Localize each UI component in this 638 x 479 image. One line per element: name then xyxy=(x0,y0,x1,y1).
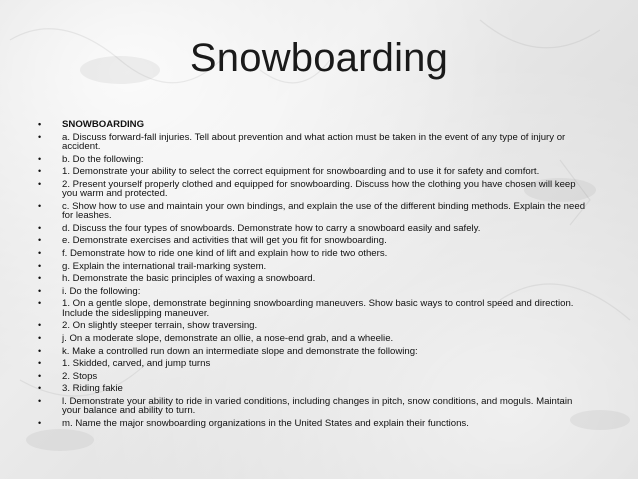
list-item xyxy=(38,347,593,356)
list-item-text: l. Demonstrate your ability to ride in varied conditions, including changes in pitch, snow conditions, and moguls. Maintain your balance and ability to turn. xyxy=(62,395,573,417)
bullet-icon: • xyxy=(38,222,42,233)
list-item xyxy=(38,180,593,199)
list-item xyxy=(38,372,593,381)
list-item xyxy=(38,155,593,164)
list-item-text: h. Demonstrate the basic principles of waxing a snowboard. xyxy=(62,273,316,285)
bullet-icon: • xyxy=(38,153,42,164)
bullet-icon: • xyxy=(38,332,42,343)
bullet-icon: • xyxy=(38,285,42,296)
bullet-icon: • xyxy=(38,235,42,246)
list-item-text: 2. Stops xyxy=(62,370,98,382)
list-item-text: 1. On a gentle slope, demonstrate beginning snowboarding maneuvers. Show basic ways to control speed and direction. Include the sideslipping maneuver. xyxy=(62,298,574,319)
list-item-text: k. Make a controlled run down an intermediate slope and demonstrate the following: xyxy=(62,345,418,357)
list-item-text: b. Do the following: xyxy=(62,153,144,165)
list-item-text: m. Name the major snowboarding organizations in the United States and explain their functions. xyxy=(62,417,469,429)
list-item-text: 1. Skidded, carved, and jump turns xyxy=(62,358,211,370)
list-item-text: j. On a moderate slope, demonstrate an ollie, a nose-end grab, and a wheelie. xyxy=(62,332,394,344)
bullet-icon: • xyxy=(38,131,42,142)
list-item-text: d. Discuss the four types of snowboards. Demonstrate how to carry a snowboard easily and safely. xyxy=(62,222,481,234)
list-item xyxy=(38,359,593,368)
list-item-text: 3. Riding fakie xyxy=(62,383,123,395)
list-item-text: e. Demonstrate exercises and activities that will get you fit for snowboarding. xyxy=(62,235,387,247)
list-item-text: c. Show how to use and maintain your own bindings, and explain the use of the different binding methods. Explain the need for leashes. xyxy=(62,200,586,222)
list-item-text: f. Demonstrate how to ride one kind of lift and explain how to ride two others. xyxy=(62,247,388,259)
bullet-icon: • xyxy=(38,298,42,309)
list-item xyxy=(38,321,593,330)
list-item-text: i. Do the following: xyxy=(62,285,141,297)
list-item xyxy=(38,167,593,176)
bullet-icon: • xyxy=(38,417,42,428)
list-item xyxy=(38,274,593,283)
list-item xyxy=(38,397,593,416)
bullet-icon: • xyxy=(38,345,42,356)
bullet-icon: • xyxy=(38,260,42,271)
bullet-icon: • xyxy=(38,370,42,381)
list-item-text: 1. Demonstrate your ability to select the correct equipment for snowboarding and to use it for safety and comfort. xyxy=(62,166,540,178)
list-item xyxy=(38,334,593,343)
list-item xyxy=(38,299,593,318)
list-item xyxy=(38,287,593,296)
bullet-icon: • xyxy=(38,200,42,211)
bullet-icon: • xyxy=(38,273,42,284)
bullet-icon: • xyxy=(38,166,42,177)
list-item xyxy=(38,224,593,233)
list-item-text: g. Explain the international trail-marking system. xyxy=(62,260,267,272)
bullet-list xyxy=(38,120,593,432)
bullet-icon: • xyxy=(38,320,42,331)
list-item xyxy=(38,133,593,152)
list-item xyxy=(38,236,593,245)
bullet-icon: • xyxy=(38,358,42,369)
bullet-icon: • xyxy=(38,395,42,406)
bullet-icon: • xyxy=(38,178,42,189)
list-item-text: a. Discuss forward-fall injuries. Tell about prevention and what action must be taken in the event of any type of injury or accident. xyxy=(62,131,566,152)
slide-title: Snowboarding xyxy=(189,36,449,80)
list-item xyxy=(38,120,593,129)
list-item xyxy=(38,419,593,428)
bullet-icon: • xyxy=(38,119,42,129)
list-item xyxy=(38,262,593,271)
list-item-text: SNOWBOARDING xyxy=(62,119,145,130)
bullet-icon: • xyxy=(38,383,42,394)
list-item xyxy=(38,384,593,393)
list-item-text: 2. Present yourself properly clothed and equipped for snowboarding. Discuss how the clothing you have chosen will keep you warm and protected. xyxy=(62,178,576,200)
list-item xyxy=(38,249,593,258)
list-item-text: 2. On slightly steeper terrain, show traversing. xyxy=(62,320,258,332)
bullet-icon: • xyxy=(38,247,42,258)
list-item xyxy=(38,202,593,221)
